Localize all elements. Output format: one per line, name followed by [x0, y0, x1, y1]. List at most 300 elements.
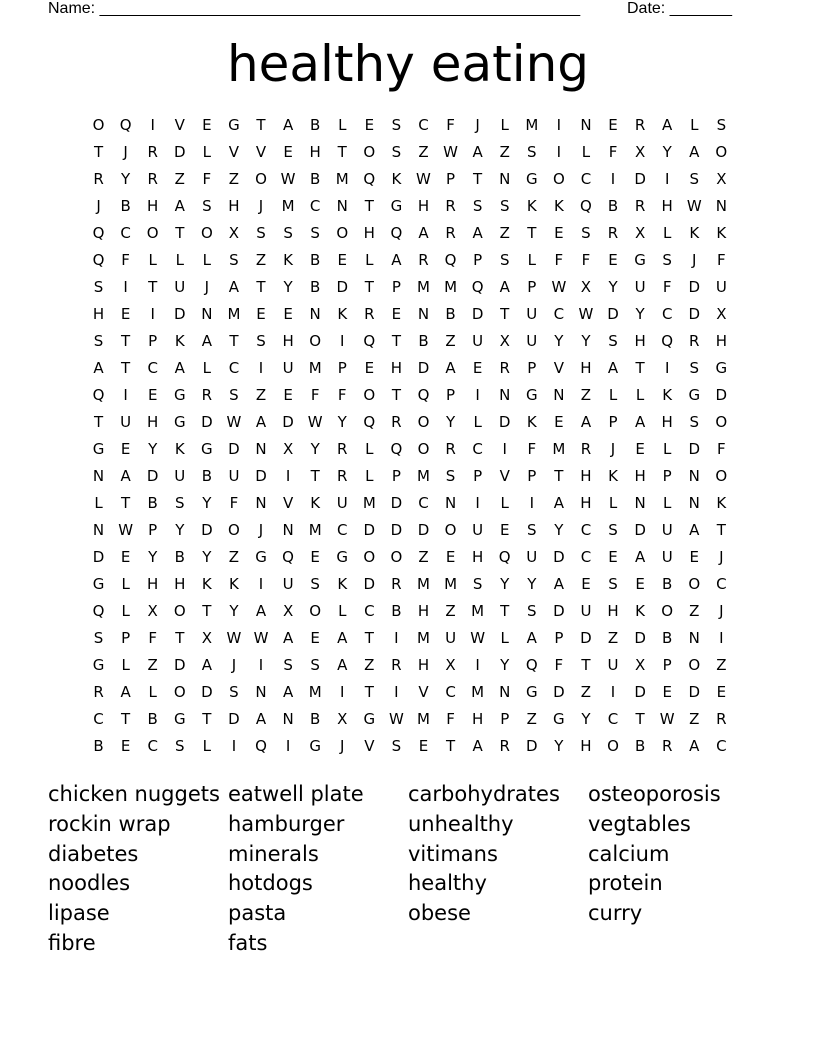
grid-letter: O — [173, 683, 186, 701]
grid-letter: S — [391, 737, 402, 755]
grid-letter: H — [715, 332, 727, 350]
grid-letter: R — [391, 656, 402, 674]
grid-letter: X — [499, 332, 510, 350]
grid-letter: U — [472, 521, 484, 539]
grid-letter: X — [716, 305, 727, 323]
grid-letter: U — [661, 521, 673, 539]
grid-letter: E — [662, 683, 672, 701]
grid-letter: I — [664, 170, 670, 188]
grid-row — [85, 194, 735, 221]
grid-letter: J — [475, 116, 480, 134]
grid-letter: J — [340, 737, 345, 755]
grid-row — [85, 626, 735, 653]
grid-letter: W — [659, 710, 675, 728]
grid-letter: H — [471, 710, 484, 728]
grid-letter: Y — [121, 170, 131, 188]
grid-letter: I — [285, 737, 291, 755]
grid-letter: K — [716, 224, 727, 242]
grid-letter: U — [336, 494, 348, 512]
grid-letter: B — [93, 737, 104, 755]
word-list-item: chicken nuggets — [48, 782, 220, 806]
word-list-item: hamburger — [228, 811, 345, 836]
grid-letter: Y — [202, 494, 212, 512]
grid-letter: J — [204, 278, 210, 296]
grid-letter: F — [446, 710, 455, 728]
grid-letter: U — [445, 629, 457, 647]
grid-letter: S — [229, 386, 239, 404]
word-list-item: calcium — [588, 841, 670, 866]
grid-letter: A — [201, 332, 212, 350]
grid-letter: E — [283, 143, 293, 161]
word-column — [48, 780, 228, 959]
grid-letter: F — [446, 116, 455, 134]
grid-letter: M — [444, 575, 458, 593]
grid-letter: F — [148, 629, 158, 647]
grid-letter: I — [150, 116, 155, 134]
grid-letter: B — [391, 602, 402, 620]
grid-letter: V — [255, 143, 267, 161]
grid-letter: Y — [175, 521, 185, 539]
grid-letter: B — [201, 467, 212, 485]
grid-letter: K — [337, 305, 348, 323]
grid-letter: Z — [228, 170, 240, 188]
grid-letter: T — [364, 278, 374, 296]
grid-letter: Y — [608, 278, 618, 296]
grid-letter: T — [635, 710, 645, 728]
grid-letter: E — [554, 413, 564, 431]
grid-letter: M — [417, 278, 430, 296]
grid-letter: D — [553, 602, 565, 620]
grid-letter: G — [228, 116, 240, 134]
grid-letter: D — [634, 170, 646, 188]
grid-letter: M — [362, 494, 376, 512]
grid-letter: L — [148, 251, 157, 269]
grid-letter: I — [475, 386, 480, 404]
grid-letter: L — [202, 737, 212, 755]
word-list-item: fats — [228, 930, 268, 955]
grid-letter: N — [499, 170, 511, 188]
grid-letter: A — [634, 413, 646, 431]
word-column — [228, 780, 408, 959]
grid-letter: H — [390, 359, 403, 377]
grid-letter: H — [661, 197, 673, 215]
grid-letter: L — [121, 656, 130, 674]
grid-letter: S — [391, 116, 402, 134]
grid-letter: D — [363, 575, 376, 593]
grid-letter: R — [93, 683, 104, 701]
grid-letter: B — [147, 710, 158, 728]
word-list-item: pasta — [228, 901, 287, 926]
grid-letter: O — [715, 413, 728, 431]
grid-letter: B — [662, 575, 673, 593]
grid-row — [85, 734, 735, 761]
grid-letter: M — [335, 170, 349, 188]
grid-letter: F — [310, 386, 320, 404]
grid-letter: T — [473, 170, 483, 188]
grid-letter: A — [391, 251, 402, 269]
grid-letter: F — [717, 440, 726, 458]
word-list-item: obese — [408, 901, 471, 926]
grid-letter: G — [201, 440, 213, 458]
grid-letter: T — [391, 386, 401, 404]
grid-letter: I — [340, 332, 345, 350]
grid-letter: B — [120, 197, 131, 215]
grid-letter: D — [201, 521, 213, 539]
grid-letter: H — [363, 224, 375, 242]
grid-letter: B — [634, 737, 646, 755]
grid-letter: V — [282, 494, 294, 512]
grid-letter: O — [661, 602, 674, 620]
grid-row — [85, 302, 735, 329]
grid-letter: L — [365, 467, 374, 485]
grid-letter: L — [338, 602, 347, 620]
grid-letter: S — [716, 116, 727, 134]
grid-letter: A — [662, 116, 673, 134]
grid-letter: Q — [661, 332, 674, 350]
grid-letter: E — [283, 305, 293, 323]
grid-row — [85, 491, 735, 518]
grid-letter: K — [174, 440, 185, 458]
grid-letter: Y — [500, 575, 510, 593]
grid-letter: O — [363, 386, 376, 404]
grid-letter: Z — [418, 143, 429, 161]
grid-letter: N — [444, 494, 457, 512]
grid-letter: F — [121, 251, 130, 269]
grid-letter: U — [526, 548, 538, 566]
grid-letter: F — [229, 494, 239, 512]
grid-letter: W — [443, 143, 458, 161]
grid-letter: K — [229, 575, 239, 593]
grid-letter: Q — [417, 386, 430, 404]
grid-letter: T — [500, 602, 510, 620]
grid-letter: J — [123, 143, 128, 161]
grid-letter: L — [365, 440, 374, 458]
grid-letter: L — [581, 143, 591, 161]
grid-letter: X — [228, 224, 240, 242]
grid-letter: T — [337, 143, 347, 161]
grid-letter: Z — [499, 224, 510, 242]
grid-letter: W — [307, 413, 323, 431]
grid-letter: K — [201, 575, 212, 593]
word-list-item: diabetes — [48, 841, 139, 866]
grid-letter: M — [308, 521, 322, 539]
grid-letter: X — [282, 440, 294, 458]
grid-letter: P — [446, 170, 456, 188]
grid-letter: Y — [148, 440, 158, 458]
grid-letter: R — [93, 170, 104, 188]
grid-letter: S — [256, 332, 266, 350]
puzzle-title: healthy eating — [226, 35, 590, 93]
grid-letter: Z — [689, 602, 700, 620]
grid-letter: V — [174, 116, 185, 134]
grid-letter: S — [608, 521, 618, 539]
grid-letter: T — [256, 116, 266, 134]
word-list-item: fibre — [48, 930, 96, 955]
grid-letter: Z — [445, 332, 456, 350]
grid-letter: G — [173, 386, 186, 404]
grid-letter: Y — [202, 548, 212, 566]
grid-row — [85, 464, 735, 491]
grid-letter: M — [308, 683, 322, 701]
grid-letter: Q — [363, 170, 376, 188]
grid-letter: I — [556, 116, 562, 134]
grid-letter: R — [391, 575, 402, 593]
grid-letter: W — [226, 413, 242, 431]
grid-letter: A — [418, 224, 429, 242]
grid-letter: A — [689, 737, 700, 755]
grid-letter: A — [472, 224, 483, 242]
grid-letter: R — [499, 359, 510, 377]
grid-letter: S — [527, 521, 537, 539]
word-column — [408, 780, 588, 929]
grid-letter: F — [554, 251, 564, 269]
grid-letter: D — [363, 521, 376, 539]
grid-letter: X — [445, 656, 456, 674]
grid-letter: D — [634, 683, 646, 701]
grid-letter: L — [121, 575, 130, 593]
grid-letter: H — [634, 332, 646, 350]
word-list-item: lipase — [48, 901, 110, 926]
grid-letter: C — [580, 548, 592, 566]
grid-letter: E — [147, 386, 158, 404]
grid-letter: T — [93, 413, 104, 431]
grid-letter: R — [445, 440, 456, 458]
grid-letter: S — [608, 332, 618, 350]
grid-letter: X — [634, 656, 646, 674]
grid-letter: O — [363, 548, 376, 566]
grid-letter: L — [690, 116, 699, 134]
grid-letter: W — [280, 170, 296, 188]
grid-letter: T — [256, 278, 266, 296]
grid-letter: P — [473, 251, 483, 269]
grid-letter: L — [608, 494, 618, 512]
grid-letter: C — [93, 710, 104, 728]
grid-letter: G — [525, 386, 538, 404]
grid-letter: P — [337, 359, 347, 377]
grid-letter: L — [663, 440, 672, 458]
grid-letter: U — [282, 575, 294, 593]
grid-letter: R — [499, 737, 510, 755]
grid-letter: M — [227, 305, 241, 323]
grid-letter: A — [607, 359, 619, 377]
grid-letter: H — [417, 197, 430, 215]
grid-letter: Q — [471, 278, 484, 296]
grid-letter: F — [554, 656, 564, 674]
grid-letter: I — [340, 683, 345, 701]
header — [48, 0, 748, 20]
grid-letter: A — [255, 710, 267, 728]
grid-letter: W — [551, 278, 567, 296]
grid-letter: E — [635, 575, 645, 593]
grid-letter: N — [688, 629, 700, 647]
grid-letter: D — [255, 467, 267, 485]
grid-letter: O — [444, 521, 457, 539]
grid-letter: F — [717, 251, 726, 269]
grid-letter: U — [715, 278, 727, 296]
grid-letter: M — [471, 683, 485, 701]
grid-letter: D — [580, 629, 592, 647]
grid-letter: A — [472, 737, 483, 755]
grid-letter: I — [502, 440, 507, 458]
grid-letter: Q — [525, 656, 538, 674]
grid-letter: L — [500, 116, 509, 134]
grid-letter: K — [174, 332, 185, 350]
grid-letter: G — [255, 548, 267, 566]
grid-letter: A — [255, 602, 267, 620]
grid-letter: S — [93, 629, 104, 647]
grid-letter: E — [256, 305, 266, 323]
grid-letter: E — [364, 359, 375, 377]
grid-letter: F — [527, 440, 537, 458]
grid-letter: I — [231, 737, 237, 755]
grid-letter: B — [310, 710, 321, 728]
grid-letter: T — [364, 197, 374, 215]
grid-letter: R — [634, 197, 646, 215]
grid-letter: I — [475, 494, 480, 512]
grid-letter: L — [635, 386, 645, 404]
grid-letter: E — [418, 737, 429, 755]
grid-letter: J — [719, 548, 724, 566]
grid-letter: E — [120, 737, 131, 755]
grid-letter: Q — [580, 197, 592, 215]
grid-letter: Q — [390, 224, 403, 242]
grid-letter: A — [689, 143, 700, 161]
grid-letter: H — [471, 548, 484, 566]
grid-letter: G — [553, 710, 565, 728]
grid-letter: T — [500, 305, 510, 323]
grid-letter: L — [94, 494, 103, 512]
grid-letter: A — [174, 197, 185, 215]
grid-letter: H — [580, 467, 592, 485]
grid-letter: E — [120, 440, 131, 458]
grid-row — [85, 113, 735, 140]
grid-letter: U — [526, 332, 538, 350]
name-field-label: Name: ______________________________________________________ — [48, 0, 581, 17]
grid-letter: A — [174, 359, 185, 377]
grid-letter: K — [526, 413, 537, 431]
grid-letter: H — [228, 197, 240, 215]
grid-letter: U — [174, 278, 186, 296]
grid-letter: Z — [255, 386, 267, 404]
grid-letter: R — [147, 170, 158, 188]
grid-letter: B — [147, 494, 158, 512]
grid-letter: B — [310, 251, 321, 269]
grid-letter: A — [337, 656, 348, 674]
grid-letter: M — [281, 197, 295, 215]
grid-letter: R — [391, 413, 402, 431]
grid-letter: O — [715, 467, 728, 485]
grid-letter: D — [228, 710, 240, 728]
grid-letter: C — [716, 737, 727, 755]
grid-letter: L — [527, 251, 536, 269]
grid-letter: D — [173, 305, 186, 323]
grid-row — [85, 518, 735, 545]
grid-letter: I — [610, 683, 616, 701]
grid-letter: I — [123, 386, 128, 404]
grid-letter: I — [556, 143, 562, 161]
grid-letter: D — [471, 305, 484, 323]
word-list-item: minerals — [228, 841, 319, 866]
grid-letter: A — [93, 359, 104, 377]
grid-letter: H — [282, 332, 294, 350]
grid-letter: P — [391, 467, 401, 485]
grid-letter: E — [310, 629, 320, 647]
grid-letter: D — [201, 683, 213, 701]
word-column — [588, 780, 768, 929]
grid-letter: P — [148, 332, 158, 350]
grid-letter: Y — [283, 278, 293, 296]
grid-letter: M — [417, 629, 430, 647]
grid-letter: R — [445, 224, 456, 242]
grid-letter: D — [553, 548, 565, 566]
grid-letter: D — [553, 683, 565, 701]
grid-row — [85, 572, 735, 599]
grid-letter: Q — [255, 737, 267, 755]
grid-letter: P — [121, 629, 131, 647]
grid-letter: S — [310, 575, 320, 593]
grid-letter: Y — [554, 521, 564, 539]
grid-letter: T — [202, 602, 212, 620]
grid-letter: U — [634, 278, 646, 296]
grid-letter: K — [635, 602, 646, 620]
grid-letter: A — [553, 494, 564, 512]
grid-letter: Y — [337, 413, 347, 431]
grid-letter: Z — [580, 386, 592, 404]
grid-letter: L — [365, 251, 374, 269]
grid-letter: D — [688, 683, 701, 701]
grid-letter: B — [445, 305, 456, 323]
grid-letter: K — [337, 575, 348, 593]
grid-letter: S — [229, 683, 239, 701]
grid-letter: Q — [92, 386, 105, 404]
grid-letter: A — [201, 656, 212, 674]
grid-row — [85, 437, 735, 464]
grid-letter: W — [253, 629, 269, 647]
grid-letter: N — [255, 440, 267, 458]
grid-letter: N — [282, 521, 294, 539]
grid-letter: H — [147, 413, 159, 431]
grid-letter: Y — [581, 710, 591, 728]
grid-letter: S — [445, 467, 456, 485]
grid-letter: T — [716, 521, 726, 539]
grid-letter: J — [692, 251, 697, 269]
grid-letter: H — [417, 656, 430, 674]
grid-letter: H — [580, 359, 592, 377]
grid-letter: A — [472, 143, 483, 161]
grid-letter: H — [580, 494, 592, 512]
grid-letter: E — [283, 386, 293, 404]
grid-letter: T — [121, 359, 131, 377]
grid-letter: Y — [148, 548, 158, 566]
grid-letter: M — [444, 278, 458, 296]
grid-letter: R — [607, 224, 619, 242]
grid-letter: G — [525, 683, 538, 701]
grid-letter: L — [202, 359, 212, 377]
grid-letter: E — [689, 548, 699, 566]
grid-letter: S — [472, 197, 483, 215]
grid-letter: K — [689, 224, 700, 242]
grid-letter: F — [581, 251, 591, 269]
grid-letter: N — [417, 305, 430, 323]
grid-letter: Z — [228, 548, 240, 566]
word-list-item: protein — [588, 871, 663, 896]
grid-letter: S — [689, 413, 700, 431]
grid-letter: L — [202, 143, 212, 161]
grid-letter: S — [175, 494, 185, 512]
grid-letter: S — [202, 197, 212, 215]
grid-letter: T — [202, 710, 212, 728]
grid-letter: S — [93, 278, 104, 296]
